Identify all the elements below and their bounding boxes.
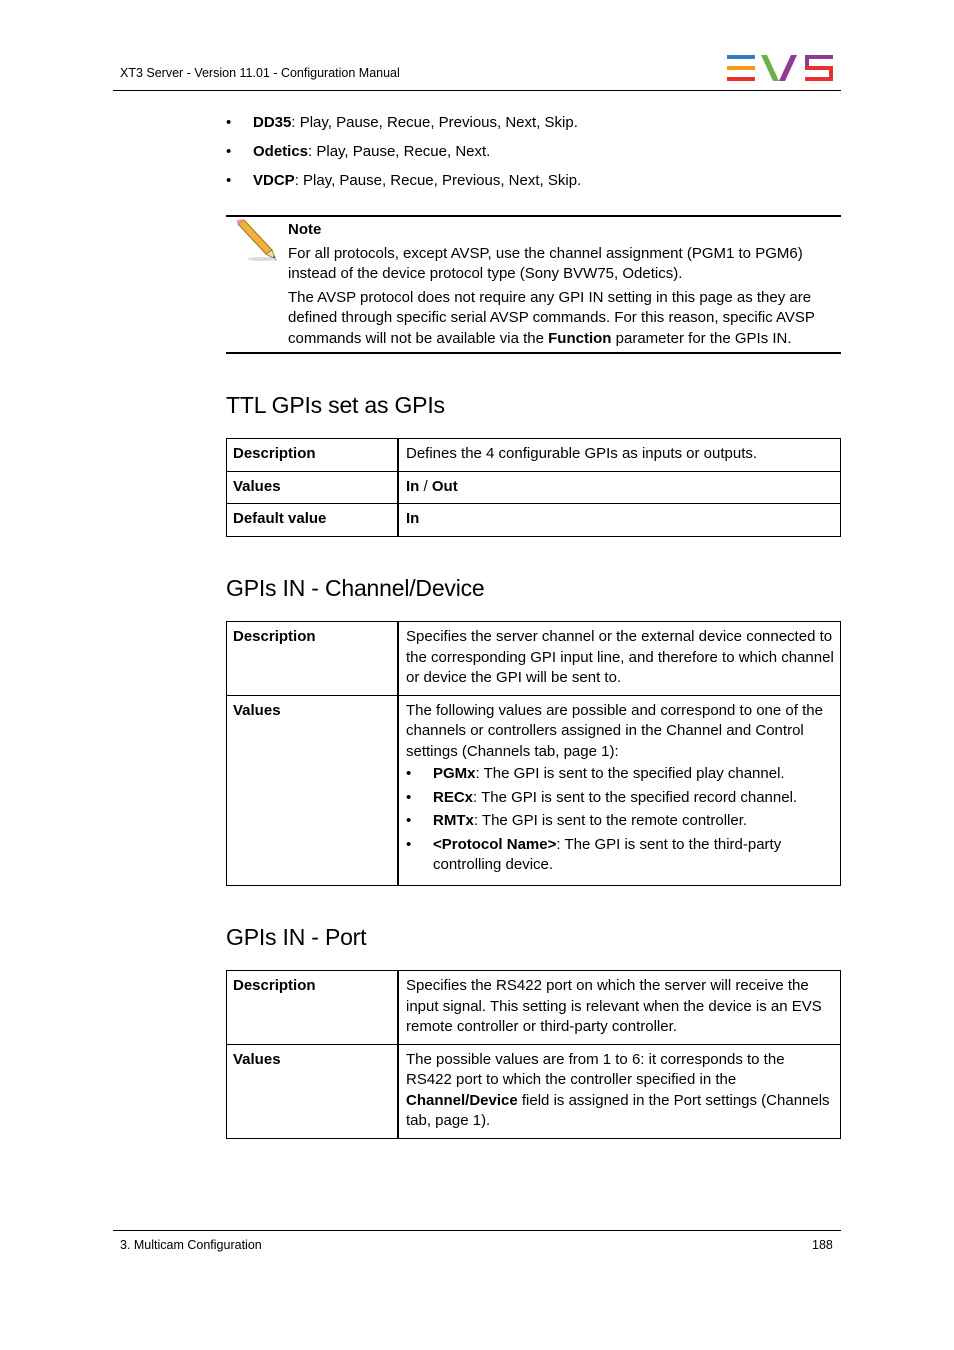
row-value: Specifies the server channel or the external device connected to the corresponding GPI input line, and therefore to which channel or device the GPI will be sent to.	[398, 622, 841, 696]
logo-bar-s-mid	[805, 66, 833, 70]
row-value: In	[398, 504, 841, 537]
table-row	[227, 695, 841, 885]
row-label: Values	[227, 471, 399, 504]
pencil-icon	[232, 218, 280, 262]
logo-bar-s-bot	[805, 77, 833, 81]
section-heading-port: GPIs IN - Port	[226, 924, 367, 950]
logo-bar-e-bot	[727, 77, 755, 81]
row-value: Specifies the RS422 port on which the server will receive the input signal. This setting is relevant when the device is an EVS remote controller or third-party controller.	[398, 971, 841, 1045]
bullet-text: : Play, Pause, Recue, Previous, Next, Skip.	[291, 114, 578, 131]
header-rule	[113, 90, 841, 91]
logo-bar-e-top	[727, 55, 755, 59]
page-number: 188	[812, 1238, 833, 1252]
port-properties-table	[226, 970, 841, 1139]
footer-rule	[113, 1230, 841, 1231]
running-header-title: XT3 Server - Version 11.01 - Configuration Manual	[120, 66, 400, 80]
bullet-icon: •	[226, 143, 232, 160]
note-heading: Note	[288, 221, 322, 238]
bullet-term: Odetics	[253, 143, 309, 160]
row-value: Defines the 4 configurable GPIs as inputs or outputs.	[398, 439, 841, 472]
bullet-icon: •	[406, 835, 412, 853]
bullet-icon: •	[406, 812, 412, 829]
note-bottom-rule	[226, 352, 841, 354]
table-row	[227, 1044, 841, 1138]
channel-device-properties-table	[226, 621, 841, 886]
values-intro: The following values are possible and correspond to one of the channels or controllers assigned in the Channel and Control settings (Channels tab, page 1):	[406, 701, 823, 760]
note-text	[288, 220, 844, 352]
logo-bar-e-mid	[727, 66, 755, 70]
section-heading-channel-device: GPIs IN - Channel/Device	[226, 575, 485, 601]
row-label: Description	[227, 971, 399, 1045]
table-row	[227, 439, 841, 472]
table-row	[227, 971, 841, 1045]
bullet-icon: •	[226, 114, 232, 131]
bullet-term: DD35	[253, 114, 292, 131]
table-row	[227, 471, 841, 504]
values-list	[406, 764, 834, 876]
row-label: Values	[227, 1044, 399, 1138]
bullet-icon: •	[406, 765, 412, 782]
note-top-rule	[226, 215, 841, 217]
bullet-text: : Play, Pause, Recue, Next.	[308, 143, 491, 160]
row-label: Default value	[227, 504, 399, 537]
footer-chapter: 3. Multicam Configuration	[120, 1238, 262, 1252]
list-item: • RECx: The GPI is sent to the specified record channel.	[406, 788, 834, 809]
row-label: Description	[227, 622, 399, 696]
note-paragraph-2: The AVSP protocol does not require any GPI IN setting in this page as they are defined through specific serial AVSP commands. For this reason, specific AVSP commands will not be available via the Function parameter for the GPIs IN.	[288, 288, 815, 347]
section-heading-ttl: TTL GPIs set as GPIs	[226, 392, 445, 418]
list-item: • PGMx: The GPI is sent to the specified play channel.	[406, 764, 834, 785]
evs-logo	[725, 54, 835, 82]
logo-v-left	[761, 55, 779, 81]
row-value	[398, 695, 841, 885]
row-value: In / Out	[398, 471, 841, 504]
row-value: The possible values are from 1 to 6: it corresponds to the RS422 port to which the controller specified in the Channel/Device field is assigned in the Port settings (Channels tab, page 1).	[398, 1044, 841, 1138]
bullet-icon: •	[406, 788, 412, 806]
list-item: • RMTx: The GPI is sent to the remote controller.	[406, 811, 834, 832]
row-label: Description	[227, 439, 399, 472]
row-label: Values	[227, 695, 399, 885]
table-row	[227, 622, 841, 696]
bullet-icon: •	[226, 172, 232, 189]
ttl-properties-table	[226, 438, 841, 537]
note-paragraph-1: For all protocols, except AVSP, use the channel assignment (PGM1 to PGM6) instead of the device protocol type (Sony BVW75, Odetics).	[288, 244, 803, 282]
list-item: • <Protocol Name>: The GPI is sent to the third-party controlling device.	[406, 835, 782, 873]
bullet-text: : Play, Pause, Recue, Previous, Next, Skip.	[294, 172, 582, 189]
logo-bar-s-top	[805, 55, 833, 59]
bullet-term: VDCP	[253, 172, 295, 189]
logo-v-right	[779, 55, 797, 81]
table-row	[227, 504, 841, 537]
